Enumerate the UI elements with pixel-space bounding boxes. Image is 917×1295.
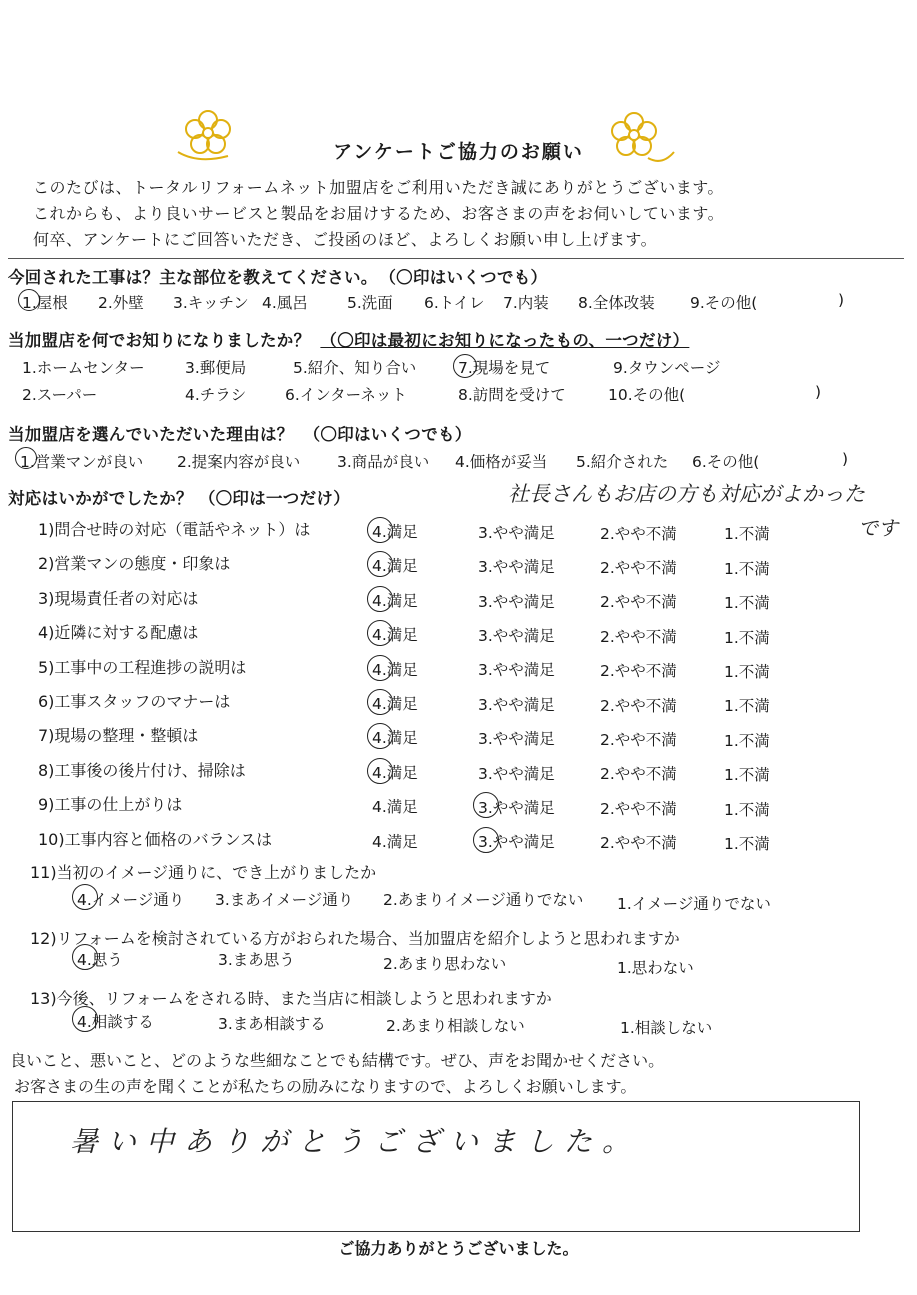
selection-circle <box>367 586 393 612</box>
q12-option-3[interactable]: 3.まあ思う <box>218 951 295 969</box>
rating-row-label: 9)工事の仕上がりは <box>38 795 183 815</box>
selection-circle <box>367 517 393 543</box>
q12-option-2[interactable]: 2.あまり思わない <box>383 955 507 973</box>
rating-option[interactable]: 1.不満 <box>724 559 770 578</box>
q3-option-price[interactable]: 4.価格が妥当 <box>455 453 548 471</box>
q3-option-other[interactable]: 6.その他( <box>692 453 760 471</box>
q1-option-wall[interactable]: 2.外壁 <box>98 294 144 312</box>
q3-option-product[interactable]: 3.商品が良い <box>337 453 430 471</box>
rating-option[interactable]: 3.やや満足 <box>478 558 555 577</box>
q13-heading: 13)今後、リフォームをされる時、また当店に相談しようと思われますか <box>30 989 552 1008</box>
rating-option[interactable]: 2.やや不満 <box>600 662 677 681</box>
q11-option-1[interactable]: 1.イメージ通りでない <box>617 895 771 913</box>
rating-option[interactable]: 1.不満 <box>724 525 770 544</box>
rating-option[interactable]: 3.やや満足 <box>478 592 555 611</box>
rating-row-label: 7)現場の整理・整頓は <box>38 726 199 746</box>
q12-heading: 12)リフォームを検討されている方がおられた場合、当加盟店を紹介しようと思われますか <box>30 929 680 948</box>
rating-option[interactable]: 2.やや不満 <box>600 559 677 577</box>
selection-circle <box>367 758 393 784</box>
comment-prompt-1: 良いこと、悪いこと、どのような些細なことでも結構です。ぜひ、声をお聞かせください。 <box>10 1051 665 1070</box>
rating-option[interactable]: 4.満足 <box>372 695 418 713</box>
rating-option[interactable]: 4.満足 <box>372 523 418 541</box>
rating-option[interactable]: 2.やや不満 <box>600 696 677 715</box>
selection-circle <box>473 827 499 853</box>
q1-option-interior[interactable]: 7.内装 <box>503 294 549 312</box>
q2-option-homecenter[interactable]: 1.ホームセンター <box>22 359 145 377</box>
q2-heading: 当加盟店を何でお知りになりましたか？ （〇印は最初にお知りになったもの、一つだけ） <box>8 331 690 350</box>
q4-heading: 対応はいかがでしたか？ （〇印は一つだけ） <box>8 489 351 508</box>
rating-option[interactable]: 1.不満 <box>724 628 770 647</box>
q2-option-referral[interactable]: 5.紹介、知り合い <box>293 359 417 377</box>
rating-option[interactable]: 3.やや満足 <box>478 661 555 680</box>
q3-option-sales[interactable]: 1.営業マンが良い <box>20 453 144 471</box>
rating-option[interactable]: 1.不満 <box>724 835 770 853</box>
rating-option[interactable]: 4.満足 <box>372 798 418 817</box>
rating-row-label: 8)工事後の後片付け、掃除は <box>38 760 246 780</box>
q1-option-toilet[interactable]: 6.トイレ <box>424 294 485 312</box>
selection-circle <box>367 655 393 681</box>
rating-option[interactable]: 4.満足 <box>372 832 418 851</box>
rating-option[interactable]: 4.満足 <box>372 626 418 645</box>
footer-thanks: ご協力ありがとうございました。 <box>338 1239 579 1258</box>
rating-option[interactable]: 4.満足 <box>372 557 418 576</box>
rating-option[interactable]: 3.やや満足 <box>478 523 555 542</box>
handwritten-note-2: です <box>858 516 898 540</box>
q2-option-other-close: ) <box>815 383 822 401</box>
rating-row-label: 10)工事内容と価格のバランスは <box>38 829 273 849</box>
rating-option[interactable]: 2.やや不満 <box>600 524 677 543</box>
rating-option[interactable]: 4.満足 <box>372 763 418 782</box>
rating-option[interactable]: 1.不満 <box>724 731 770 750</box>
q3-option-other-close: ) <box>842 450 849 468</box>
rating-option[interactable]: 4.満足 <box>372 729 418 748</box>
q1-option-kitchen[interactable]: 3.キッチン <box>173 294 249 312</box>
selection-circle <box>367 689 393 715</box>
rating-option[interactable]: 3.やや満足 <box>478 730 555 749</box>
rating-option[interactable]: 3.やや満足 <box>478 695 555 714</box>
rating-option[interactable]: 3.やや満足 <box>478 627 555 645</box>
selection-circle <box>367 620 393 646</box>
rating-row-label: 5)工事中の工程進捗の説明は <box>38 657 247 677</box>
rating-option[interactable]: 3.やや満足 <box>478 764 555 783</box>
rating-option[interactable]: 2.やや不満 <box>600 731 677 749</box>
rating-row-label: 4)近隣に対する配慮は <box>38 623 199 643</box>
q12-option-4[interactable]: 4.思う <box>77 951 123 969</box>
rating-option[interactable]: 1.不満 <box>724 697 770 716</box>
handwritten-comment: 暑い中ありがとうございました。 <box>70 1125 641 1158</box>
q13-option-4[interactable]: 4.相談する <box>77 1013 154 1031</box>
q2-option-internet[interactable]: 6.インターネット <box>285 386 407 404</box>
q11-option-3[interactable]: 3.まあイメージ通り <box>215 891 354 909</box>
rating-option[interactable]: 1.不満 <box>724 766 770 785</box>
intro-line-2: これからも、より良いサービスと製品をお届けするため、お客さまの声をお伺いしています。 <box>33 204 725 223</box>
intro-line-3: 何卒、アンケートにご回答いただき、ご投函のほど、よろしくお願い申し上げます。 <box>33 230 658 249</box>
rating-option[interactable]: 2.やや不満 <box>600 593 677 612</box>
rating-option[interactable]: 2.やや不満 <box>600 627 677 646</box>
q11-option-2[interactable]: 2.あまりイメージ通りでない <box>383 891 584 909</box>
q1-option-bath[interactable]: 4.風呂 <box>262 294 308 312</box>
rating-option[interactable]: 2.やや不満 <box>600 799 677 818</box>
rating-row-label: 1)問合せ時の対応（電話やネット）は <box>38 520 311 539</box>
rating-row-label: 6)工事スタッフのマナーは <box>38 692 231 711</box>
handwritten-note-1: 社長さんもお店の方も対応がよかった <box>508 482 865 506</box>
intro-line-1: このたびは、トータルリフォームネット加盟店をご利用いただき誠にありがとうございます。 <box>33 178 724 197</box>
q2-option-supermarket[interactable]: 2.スーパー <box>22 386 98 404</box>
rating-option[interactable]: 2.やや不満 <box>600 765 677 784</box>
q12-option-1[interactable]: 1.思わない <box>617 959 694 977</box>
rating-row-label: 2)営業マンの態度・印象は <box>38 554 231 574</box>
comment-prompt-2: お客さまの生の声を聞くことが私たちの励みになりますので、よろしくお願いします。 <box>14 1077 637 1096</box>
rating-option[interactable]: 2.やや不満 <box>600 834 677 853</box>
q2-option-visit[interactable]: 8.訪問を受けて <box>458 386 566 404</box>
q11-option-4[interactable]: 4.イメージ通り <box>77 891 185 909</box>
q2-option-flyer[interactable]: 4.チラシ <box>185 386 247 404</box>
q1-option-roof[interactable]: 1.屋根 <box>22 294 68 312</box>
q1-option-washroom[interactable]: 5.洗面 <box>347 294 393 312</box>
rating-option[interactable]: 4.満足 <box>372 660 418 679</box>
q13-option-2[interactable]: 2.あまり相談しない <box>386 1017 525 1035</box>
rating-option[interactable]: 1.不満 <box>724 663 770 681</box>
q1-option-other[interactable]: 9.その他( <box>690 294 758 312</box>
rating-option[interactable]: 4.満足 <box>372 591 418 610</box>
rating-option[interactable]: 1.不満 <box>724 800 770 819</box>
selection-circle <box>473 792 499 818</box>
q3-option-referred[interactable]: 5.紹介された <box>576 453 669 471</box>
q1-heading: 今回された工事は？主な部位を教えてください。 （〇印はいくつでも） <box>8 268 548 287</box>
q13-option-1[interactable]: 1.相談しない <box>620 1019 713 1037</box>
q2-option-post[interactable]: 3.郵便局 <box>185 359 247 377</box>
q3-heading: 当加盟店を選んでいただいた理由は？ （〇印はいくつでも） <box>8 425 472 444</box>
divider <box>8 258 904 259</box>
q1-option-other-close: ) <box>838 291 845 309</box>
q3-option-proposal[interactable]: 2.提案内容が良い <box>177 453 301 471</box>
rating-option[interactable]: 3.やや満足 <box>478 833 555 852</box>
q2-option-site[interactable]: 7.現場を見て <box>458 359 551 377</box>
q2-option-other[interactable]: 10.その他( <box>608 386 686 404</box>
q13-option-3[interactable]: 3.まあ相談する <box>218 1015 326 1033</box>
q1-option-full[interactable]: 8.全体改装 <box>578 294 655 312</box>
survey-title: アンケートご協力のお願い <box>333 141 584 163</box>
q11-heading: 11)当初のイメージ通りに、でき上がりましたか <box>30 863 377 882</box>
rating-option[interactable]: 3.やや満足 <box>478 799 555 817</box>
q2-option-townpage[interactable]: 9.タウンページ <box>613 359 721 377</box>
rating-option[interactable]: 1.不満 <box>724 594 770 613</box>
rating-row-label: 3)現場責任者の対応は <box>38 588 199 608</box>
